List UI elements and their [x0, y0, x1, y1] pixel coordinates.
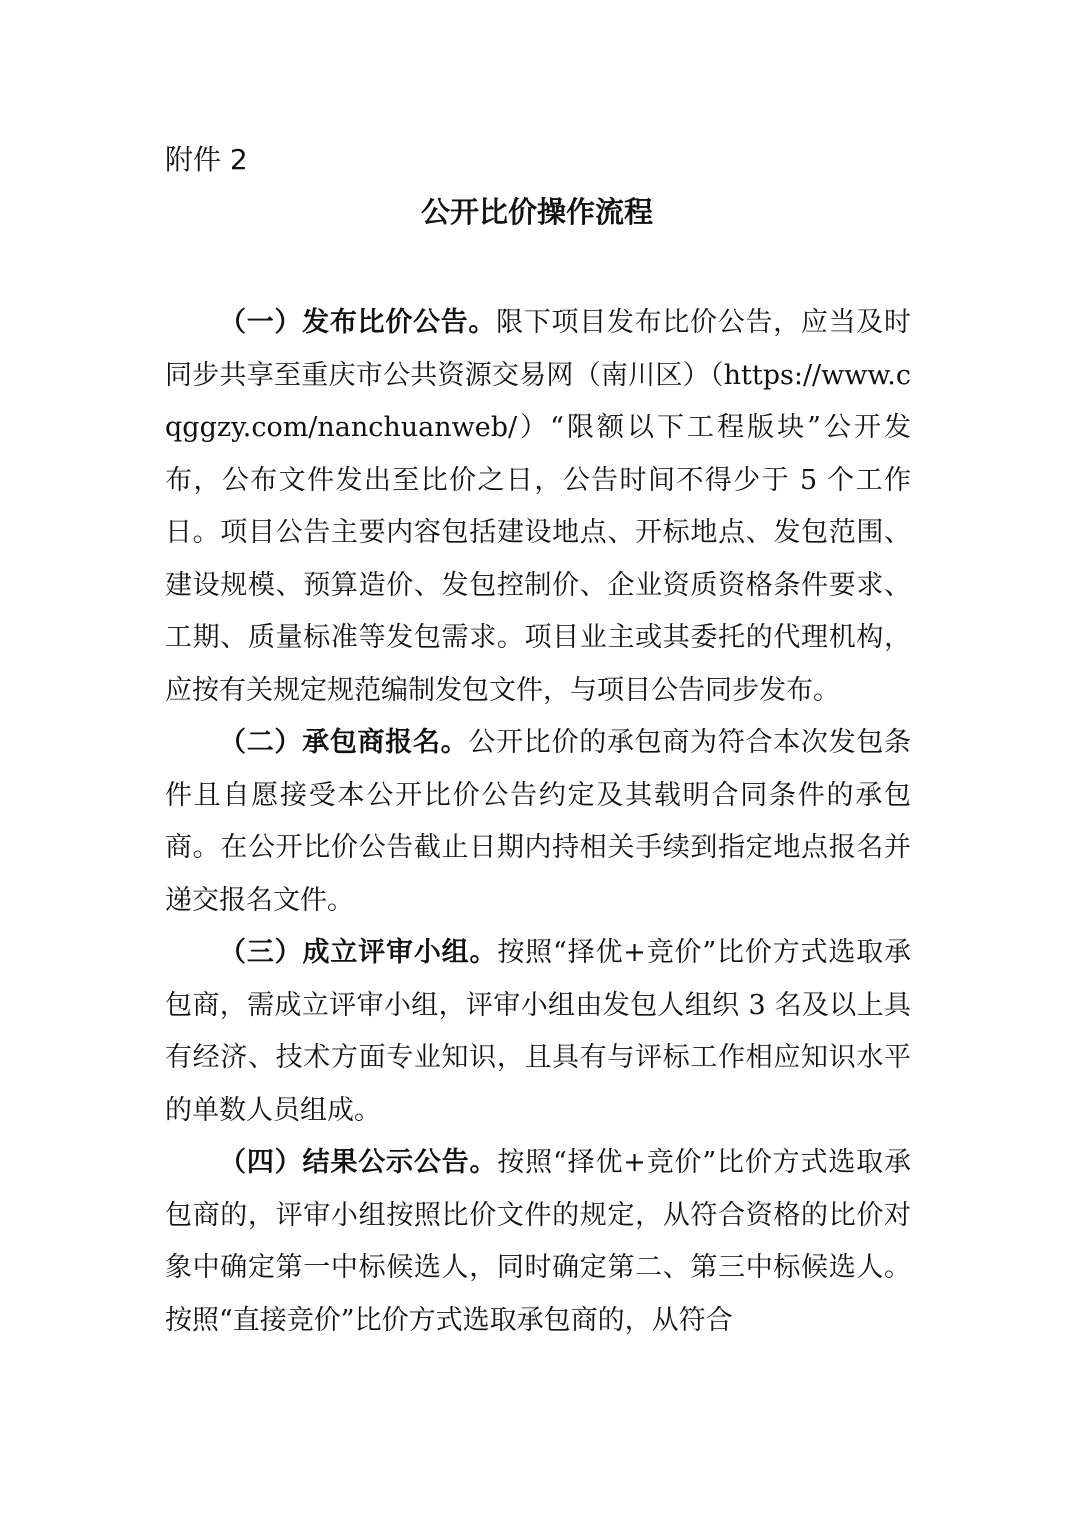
section-4	[165, 1137, 911, 1347]
section-1-text: 限下项目发布比价公告，应当及时同步共享至重庆市公共资源交易网（南川区）（https://www.cqggzy.com/nanchuanweb/）“限额以下工程版块”公开发布，公布文件发出至比价之日，公告时间不得少于 5 个工作日。项目公告主要内容包括建设地点、开标地点、发包范围、建设规模、预算造价、发包控制价、企业资质资格条件要求、工期、质量标准等发包需求。项目业主或其委托的代理机构，应按有关规定规范编制发包文件，与项目公告同步发布。	[165, 307, 912, 706]
section-2-text: 公开比价的承包商为符合本次发包条件且自愿接受本公开比价公告约定及其载明合同条件的承包商。在公开比价公告截止日期内持相关手续到指定地点报名并递交报名文件。	[165, 727, 911, 916]
section-4-text: 按照“择优+竞价”比价方式选取承包商的，评审小组按照比价文件的规定，从符合资格的比价对象中确定第一中标候选人，同时确定第二、第三中标候选人。按照“直接竞价”比价方式选取承包商的，从符合	[165, 1147, 912, 1336]
section-2	[165, 717, 911, 927]
section-3	[165, 927, 911, 1137]
attachment-label: 附件 2	[165, 143, 248, 176]
document-title: 公开比价操作流程	[420, 195, 653, 229]
section-3-heading: （三）成立评审小组。	[219, 937, 498, 968]
section-4-heading: （四）结果公示公告。	[219, 1147, 498, 1178]
section-1	[165, 297, 911, 717]
section-2-heading: （二）承包商报名。	[219, 727, 469, 758]
section-1-heading: （一）发布比价公告。	[219, 307, 497, 338]
document-body	[165, 297, 911, 1347]
section-3-text: 按照“择优+竞价”比价方式选取承包商，需成立评审小组，评审小组由发包人组织 3 名及以上具有经济、技术方面专业知识，且具有与评标工作相应知识水平的单数人员组成。	[165, 937, 912, 1126]
